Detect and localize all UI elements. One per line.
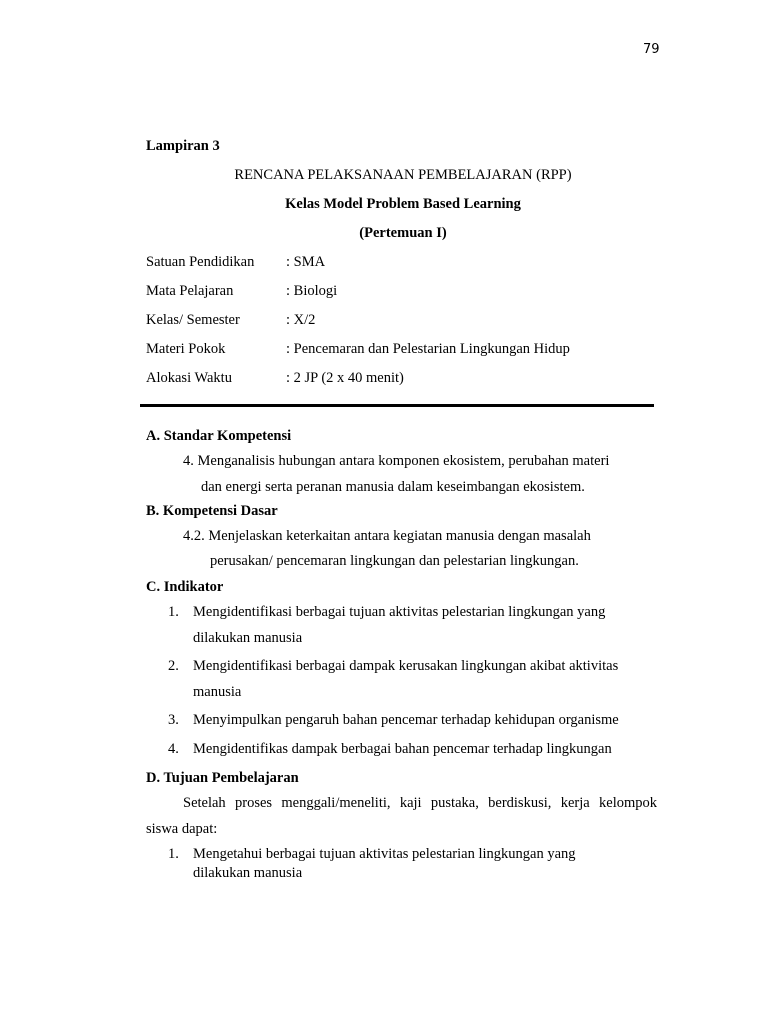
info-label: Satuan Pendidikan [146,254,255,270]
info-label: Kelas/ Semester [146,312,240,328]
section-b-heading: B. Kompetensi Dasar [146,503,278,519]
section-b-line: perusakan/ pencemaran lingkungan dan pelestarian lingkungan. [210,553,579,569]
header-divider [140,404,654,407]
meeting-label: (Pertemuan I) [359,225,447,241]
info-label: Mata Pelajaran [146,283,234,299]
info-value: : Biologi [286,283,338,299]
section-d-heading: D. Tujuan Pembelajaran [146,770,299,786]
list-number: 4. [168,741,179,757]
section-d-intro-line: siswa dapat: [146,821,218,837]
info-label: Alokasi Waktu [146,370,232,386]
info-label: Materi Pokok [146,341,226,357]
indicator-item-line: dilakukan manusia [193,630,303,646]
list-number: 1. [168,604,179,620]
list-number: 3. [168,712,179,728]
info-value: : 2 JP (2 x 40 menit) [286,370,404,386]
indicator-item-line: Mengidentifikasi berbagai dampak kerusakan lingkungan akibat aktivitas [193,658,619,674]
info-value: : SMA [286,254,326,270]
info-row-topic [146,341,570,358]
page-number: 79 [643,42,660,57]
section-a-line: 4. Menganalisis hubungan antara komponen ekosistem, perubahan materi [183,453,610,469]
document-subtitle: Kelas Model Problem Based Learning [285,196,521,212]
info-value: : Pencemaran dan Pelestarian Lingkungan Hidup [286,341,570,357]
info-row-class [146,312,315,329]
info-value: : X/2 [286,312,316,328]
section-a-heading: A. Standar Kompetensi [146,428,292,444]
indicator-item-line: Mengidentifikas dampak berbagai bahan pencemar terhadap lingkungan [193,741,612,757]
indicator-item-line: manusia [193,684,242,700]
info-row-school [146,254,325,271]
info-row-time [146,370,404,387]
indicator-item-line: Mengidentifikasi berbagai tujuan aktivitas pelestarian lingkungan yang [193,604,606,620]
list-number: 1. [168,846,179,862]
attachment-label: Lampiran 3 [146,138,220,154]
indicator-item-line: Menyimpulkan pengaruh bahan pencemar terhadap kehidupan organisme [193,712,619,728]
section-d-intro-line: Setelah proses menggali/meneliti, kaji pustaka, berdiskusi, kerja kelompok [183,795,657,811]
info-row-subject [146,283,337,300]
section-c-heading: C. Indikator [146,579,224,595]
objective-item-line: dilakukan manusia [193,865,303,881]
section-b-line: 4.2. Menjelaskan keterkaitan antara kegiatan manusia dengan masalah [183,528,591,544]
section-a-line: dan energi serta peranan manusia dalam keseimbangan ekosistem. [201,479,585,495]
objective-item-line: Mengetahui berbagai tujuan aktivitas pelestarian lingkungan yang [193,846,576,862]
document-title: RENCANA PELAKSANAAN PEMBELAJARAN (RPP) [234,167,572,183]
list-number: 2. [168,658,179,674]
